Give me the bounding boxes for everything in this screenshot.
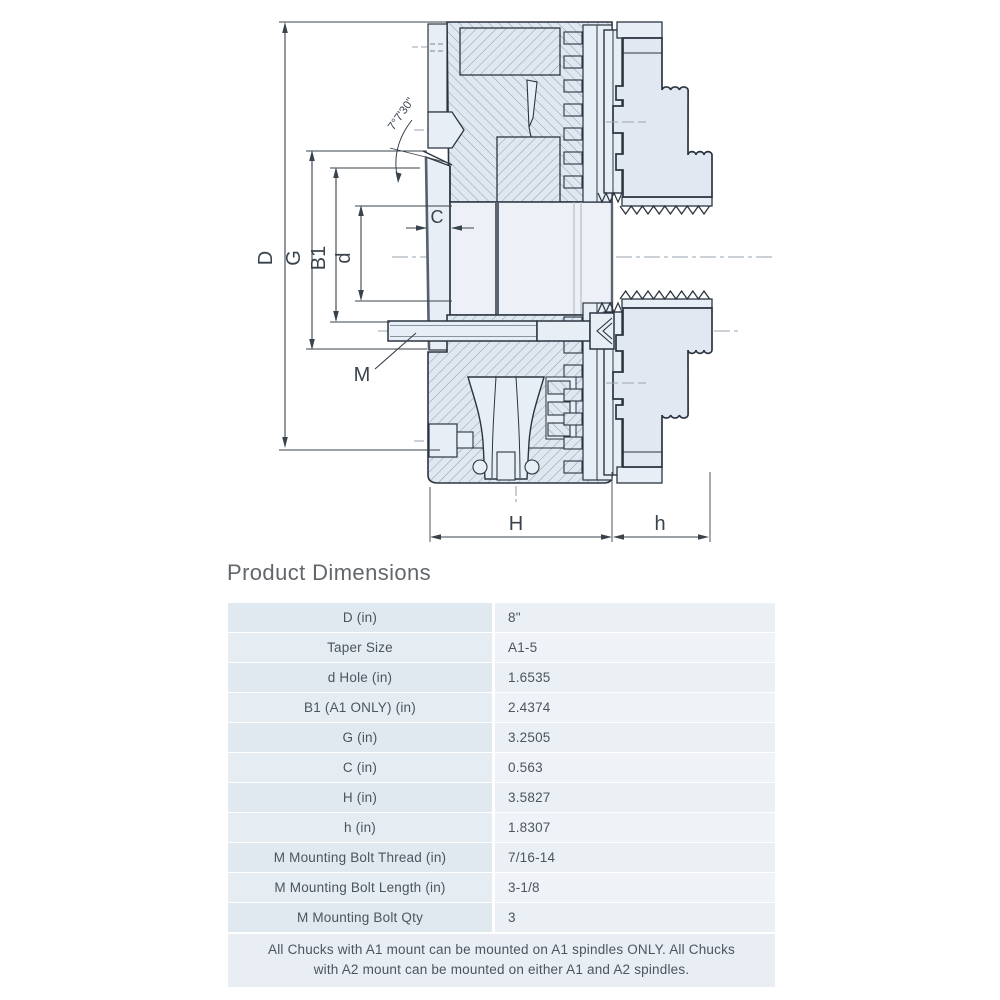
spec-label: h (in) [228, 813, 492, 842]
bottom-jaw-assembly [564, 291, 712, 483]
table-row [228, 633, 775, 662]
spec-value: 1.8307 [495, 813, 775, 842]
dim-label-C: C [430, 207, 444, 227]
dim-label-M: M [353, 364, 371, 386]
page-title: Product Dimensions [227, 560, 432, 585]
dim-label-h: h [654, 513, 666, 535]
spec-value: 3 [495, 903, 775, 932]
spec-label: D (in) [228, 603, 492, 632]
table-row [228, 903, 775, 932]
table-row [228, 813, 775, 842]
dim-label-H: H [508, 513, 524, 535]
spec-label: G (in) [228, 723, 492, 752]
spec-value: 2.4374 [495, 693, 775, 722]
spec-label: H (in) [228, 783, 492, 812]
spec-label: B1 (A1 ONLY) (in) [228, 693, 492, 722]
dim-label-taper-angle: 7°7'30" [386, 95, 417, 133]
dim-label-B1: B1 [308, 245, 330, 271]
spec-value: 3-1/8 [495, 873, 775, 902]
spec-value: A1-5 [495, 633, 775, 662]
spec-label: d Hole (in) [228, 663, 492, 692]
table-row [228, 603, 775, 632]
spec-label: M Mounting Bolt Length (in) [228, 873, 492, 902]
product-dimensions-table [228, 603, 775, 987]
spec-value: 3.2505 [495, 723, 775, 752]
table-row [228, 843, 775, 872]
table-row [228, 663, 775, 692]
spec-value: 3.5827 [495, 783, 775, 812]
spec-value: 1.6535 [495, 663, 775, 692]
table-row [228, 783, 775, 812]
spec-label: M Mounting Bolt Qty [228, 903, 492, 932]
spec-label: Taper Size [228, 633, 492, 662]
spec-label: M Mounting Bolt Thread (in) [228, 843, 492, 872]
table-row [228, 693, 775, 722]
top-jaw-assembly [564, 22, 712, 214]
mounting-note: All Chucks with A1 mount can be mounted on A1 spindles ONLY. All Chucks with A2 mount can be mounted on either A1 and A2 spindles. [228, 934, 775, 987]
dim-label-G: G [283, 250, 305, 266]
dim-label-d: d [333, 252, 355, 264]
spec-value: 0.563 [495, 753, 775, 782]
table-row [228, 723, 775, 752]
table-row [228, 873, 775, 902]
table-row [228, 753, 775, 782]
spec-label: C (in) [228, 753, 492, 782]
spec-value: 7/16-14 [495, 843, 775, 872]
dim-label-D: D [255, 250, 277, 266]
spec-value: 8" [495, 603, 775, 632]
